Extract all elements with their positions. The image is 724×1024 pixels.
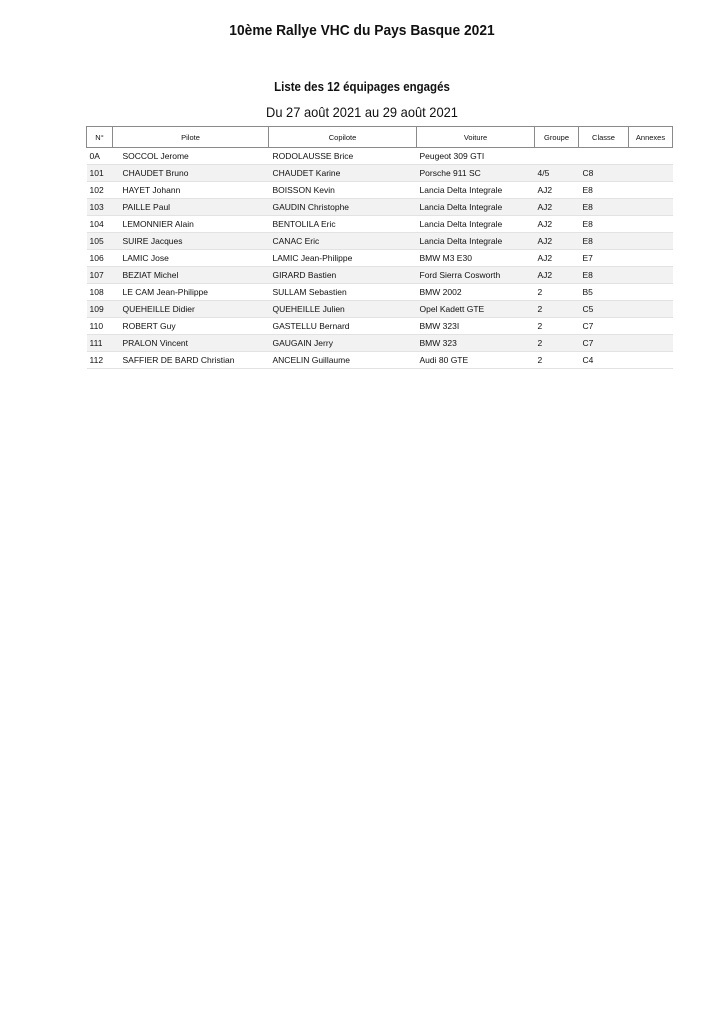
cell-classe: E8 (579, 199, 629, 216)
cell-voiture: Audi 80 GTE (417, 352, 535, 369)
cell-classe: C4 (579, 352, 629, 369)
cell-groupe: 2 (535, 284, 579, 301)
cell-num: 104 (87, 216, 113, 233)
cell-copilote: LAMIC Jean-Philippe (269, 250, 417, 267)
cell-copilote: BENTOLILA Eric (269, 216, 417, 233)
cell-pilote: LAMIC Jose (113, 250, 269, 267)
cell-voiture: Peugeot 309 GTI (417, 148, 535, 165)
cell-num: 0A (87, 148, 113, 165)
column-header-groupe: Groupe (535, 127, 579, 148)
cell-groupe: 2 (535, 318, 579, 335)
table-row (87, 165, 673, 182)
cell-pilote: HAYET Johann (113, 182, 269, 199)
cell-classe: C8 (579, 165, 629, 182)
cell-classe: C7 (579, 318, 629, 335)
cell-annexes (629, 301, 673, 318)
entries-table (86, 126, 673, 369)
column-header-classe: Classe (579, 127, 629, 148)
cell-annexes (629, 250, 673, 267)
cell-num: 101 (87, 165, 113, 182)
table-row (87, 352, 673, 369)
cell-pilote: BEZIAT Michel (113, 267, 269, 284)
cell-voiture: Lancia Delta Integrale (417, 233, 535, 250)
table-row (87, 216, 673, 233)
cell-annexes (629, 335, 673, 352)
cell-num: 107 (87, 267, 113, 284)
cell-groupe: 2 (535, 335, 579, 352)
table-row (87, 318, 673, 335)
cell-voiture: Opel Kadett GTE (417, 301, 535, 318)
cell-groupe: 2 (535, 352, 579, 369)
cell-num: 105 (87, 233, 113, 250)
cell-groupe: AJ2 (535, 267, 579, 284)
cell-pilote: SAFFIER DE BARD Christian (113, 352, 269, 369)
table-header (87, 127, 673, 148)
cell-classe: B5 (579, 284, 629, 301)
table-body (87, 148, 673, 369)
cell-copilote: GIRARD Bastien (269, 267, 417, 284)
page-title: 10ème Rallye VHC du Pays Basque 2021 (229, 22, 495, 39)
cell-pilote: LEMONNIER Alain (113, 216, 269, 233)
cell-pilote: QUEHEILLE Didier (113, 301, 269, 318)
column-header-copilote: Copilote (269, 127, 417, 148)
cell-annexes (629, 165, 673, 182)
cell-pilote: ROBERT Guy (113, 318, 269, 335)
table-row (87, 148, 673, 165)
page-subtitle: Liste des 12 équipages engagés (274, 80, 450, 94)
cell-pilote: SUIRE Jacques (113, 233, 269, 250)
cell-groupe: AJ2 (535, 199, 579, 216)
cell-copilote: SULLAM Sebastien (269, 284, 417, 301)
cell-voiture: BMW 323 (417, 335, 535, 352)
table-row (87, 284, 673, 301)
cell-copilote: GAUDIN Christophe (269, 199, 417, 216)
column-header-pilote: Pilote (113, 127, 269, 148)
cell-groupe (535, 148, 579, 165)
cell-voiture: BMW 2002 (417, 284, 535, 301)
table-row (87, 182, 673, 199)
cell-annexes (629, 148, 673, 165)
cell-voiture: Lancia Delta Integrale (417, 199, 535, 216)
cell-pilote: CHAUDET Bruno (113, 165, 269, 182)
cell-voiture: BMW 323I (417, 318, 535, 335)
cell-classe: C7 (579, 335, 629, 352)
cell-annexes (629, 267, 673, 284)
table-row (87, 335, 673, 352)
header-row (87, 127, 673, 148)
cell-annexes (629, 352, 673, 369)
cell-classe: E8 (579, 267, 629, 284)
cell-classe (579, 148, 629, 165)
cell-voiture: Ford Sierra Cosworth (417, 267, 535, 284)
cell-num: 111 (87, 335, 113, 352)
cell-num: 102 (87, 182, 113, 199)
cell-classe: C5 (579, 301, 629, 318)
cell-voiture: BMW M3 E30 (417, 250, 535, 267)
cell-groupe: AJ2 (535, 233, 579, 250)
cell-groupe: 4/5 (535, 165, 579, 182)
cell-copilote: RODOLAUSSE Brice (269, 148, 417, 165)
table-row (87, 301, 673, 318)
cell-classe: E7 (579, 250, 629, 267)
cell-groupe: AJ2 (535, 216, 579, 233)
cell-annexes (629, 318, 673, 335)
cell-num: 112 (87, 352, 113, 369)
cell-groupe: AJ2 (535, 250, 579, 267)
cell-num: 106 (87, 250, 113, 267)
cell-annexes (629, 233, 673, 250)
cell-num: 108 (87, 284, 113, 301)
cell-classe: E8 (579, 216, 629, 233)
cell-annexes (629, 182, 673, 199)
cell-pilote: LE CAM Jean-Philippe (113, 284, 269, 301)
cell-copilote: BOISSON Kevin (269, 182, 417, 199)
cell-annexes (629, 216, 673, 233)
cell-pilote: PRALON Vincent (113, 335, 269, 352)
cell-copilote: GAUGAIN Jerry (269, 335, 417, 352)
cell-groupe: 2 (535, 301, 579, 318)
cell-copilote: CHAUDET Karine (269, 165, 417, 182)
column-header-voiture: Voiture (417, 127, 535, 148)
column-header-num: N° (87, 127, 113, 148)
cell-copilote: CANAC Eric (269, 233, 417, 250)
table-row (87, 267, 673, 284)
event-dates: Du 27 août 2021 au 29 août 2021 (266, 104, 458, 120)
cell-classe: E8 (579, 233, 629, 250)
cell-annexes (629, 284, 673, 301)
cell-copilote: QUEHEILLE Julien (269, 301, 417, 318)
cell-voiture: Porsche 911 SC (417, 165, 535, 182)
cell-num: 110 (87, 318, 113, 335)
column-header-annexes: Annexes (629, 127, 673, 148)
cell-num: 109 (87, 301, 113, 318)
cell-groupe: AJ2 (535, 182, 579, 199)
cell-voiture: Lancia Delta Integrale (417, 182, 535, 199)
table-row (87, 250, 673, 267)
cell-classe: E8 (579, 182, 629, 199)
cell-pilote: SOCCOL Jerome (113, 148, 269, 165)
cell-annexes (629, 199, 673, 216)
cell-pilote: PAILLE Paul (113, 199, 269, 216)
cell-num: 103 (87, 199, 113, 216)
table-row (87, 199, 673, 216)
cell-copilote: GASTELLU Bernard (269, 318, 417, 335)
cell-voiture: Lancia Delta Integrale (417, 216, 535, 233)
table-row (87, 233, 673, 250)
cell-copilote: ANCELIN Guillaume (269, 352, 417, 369)
